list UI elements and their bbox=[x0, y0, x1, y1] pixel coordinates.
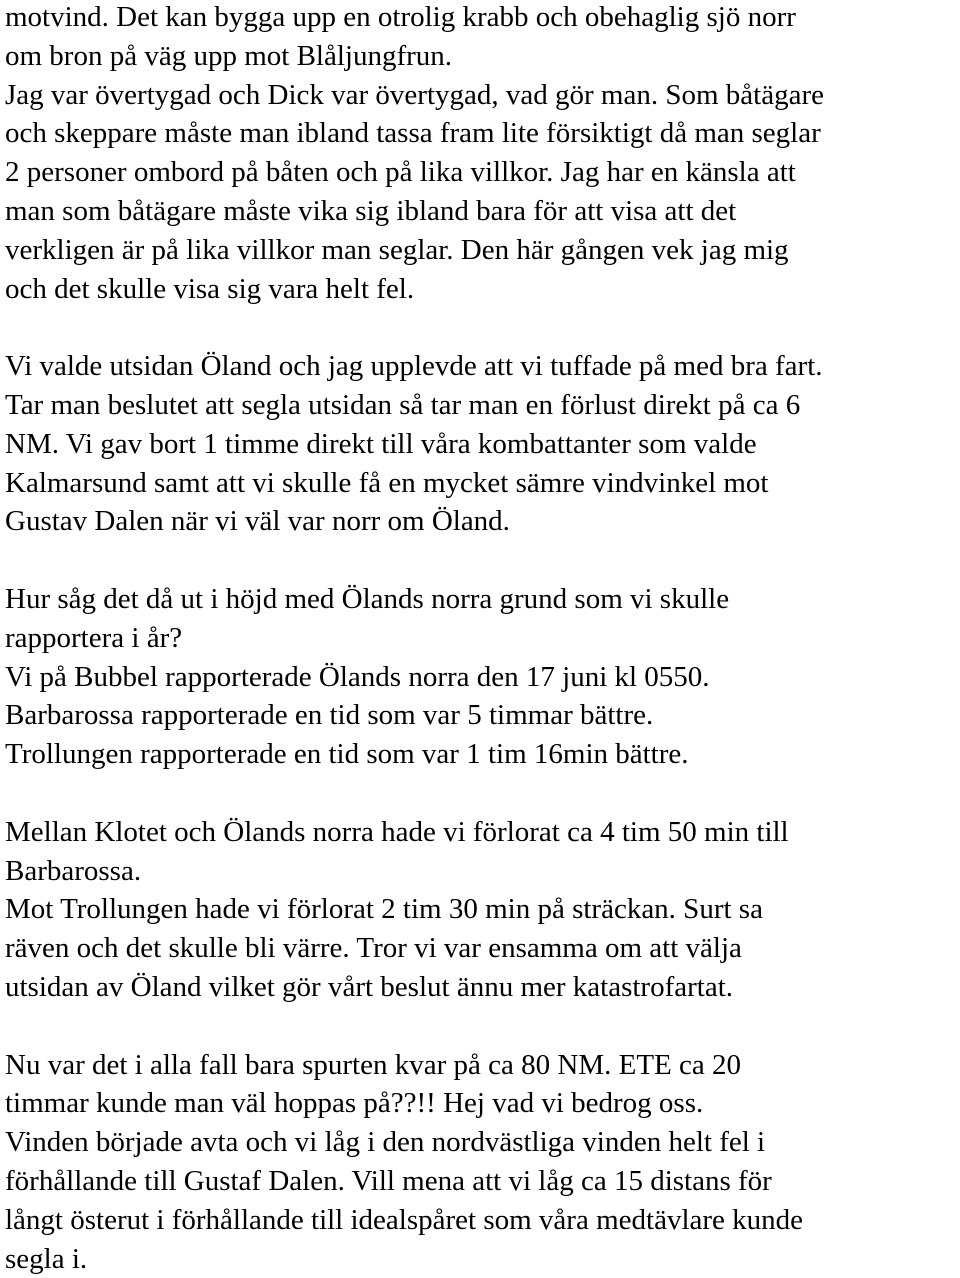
paragraph-5 bbox=[5, 1046, 956, 1278]
text-line: Tar man beslutet att segla utsidan så tar man en förlust direkt på ca 6 bbox=[5, 386, 956, 425]
text-line: och det skulle visa sig vara helt fel. bbox=[5, 270, 956, 309]
text-line: Vinden började avta och vi låg i den nordvästliga vinden helt fel i bbox=[5, 1123, 956, 1162]
text-line: Mot Trollungen hade vi förlorat 2 tim 30 min på sträckan. Surt sa bbox=[5, 890, 956, 929]
text-line: 2 personer ombord på båten och på lika villkor. Jag har en känsla att bbox=[5, 153, 956, 192]
text-line: Barbarossa. bbox=[5, 852, 956, 891]
text-line: motvind. Det kan bygga upp en otrolig krabb och obehaglig sjö norr bbox=[5, 0, 956, 37]
text-line: långt österut i förhållande till idealspåret som våra medtävlare kunde bbox=[5, 1201, 956, 1240]
text-line: segla i. bbox=[5, 1240, 956, 1278]
paragraph-spacer bbox=[5, 774, 956, 813]
paragraph-2 bbox=[5, 347, 956, 541]
text-line: Barbarossa rapporterade en tid som var 5 timmar bättre. bbox=[5, 696, 956, 735]
paragraph-spacer bbox=[5, 1007, 956, 1046]
text-line: Gustav Dalen när vi väl var norr om Öland. bbox=[5, 502, 956, 541]
text-line: Kalmarsund samt att vi skulle få en mycket sämre vindvinkel mot bbox=[5, 464, 956, 503]
text-line: timmar kunde man väl hoppas på??!! Hej vad vi bedrog oss. bbox=[5, 1084, 956, 1123]
paragraph-spacer bbox=[5, 308, 956, 347]
text-line: om bron på väg upp mot Blåljungfrun. bbox=[5, 37, 956, 76]
text-line: verkligen är på lika villkor man seglar. Den här gången vek jag mig bbox=[5, 231, 956, 270]
text-line: man som båtägare måste vika sig ibland bara för att visa att det bbox=[5, 192, 956, 231]
text-line: rapportera i år? bbox=[5, 619, 956, 658]
text-line: Vi på Bubbel rapporterade Ölands norra den 17 juni kl 0550. bbox=[5, 658, 956, 697]
text-line: Jag var övertygad och Dick var övertygad, vad gör man. Som båtägare bbox=[5, 76, 956, 115]
text-line: Nu var det i alla fall bara spurten kvar på ca 80 NM. ETE ca 20 bbox=[5, 1046, 956, 1085]
text-line: förhållande till Gustaf Dalen. Vill mena att vi låg ca 15 distans för bbox=[5, 1162, 956, 1201]
text-line: Trollungen rapporterade en tid som var 1 tim 16min bättre. bbox=[5, 735, 956, 774]
text-line: Vi valde utsidan Öland och jag upplevde att vi tuffade på med bra fart. bbox=[5, 347, 956, 386]
paragraph-4 bbox=[5, 813, 956, 1007]
paragraph-3 bbox=[5, 580, 956, 774]
text-line: Hur såg det då ut i höjd med Ölands norra grund som vi skulle bbox=[5, 580, 956, 619]
text-line: NM. Vi gav bort 1 timme direkt till våra kombattanter som valde bbox=[5, 425, 956, 464]
text-line: Mellan Klotet och Ölands norra hade vi förlorat ca 4 tim 50 min till bbox=[5, 813, 956, 852]
paragraph-1 bbox=[5, 0, 956, 308]
text-line: och skeppare måste man ibland tassa fram lite försiktigt då man seglar bbox=[5, 114, 956, 153]
text-line: räven och det skulle bli värre. Tror vi var ensamma om att välja bbox=[5, 929, 956, 968]
paragraph-spacer bbox=[5, 541, 956, 580]
text-line: utsidan av Öland vilket gör vårt beslut ännu mer katastrofartat. bbox=[5, 968, 956, 1007]
